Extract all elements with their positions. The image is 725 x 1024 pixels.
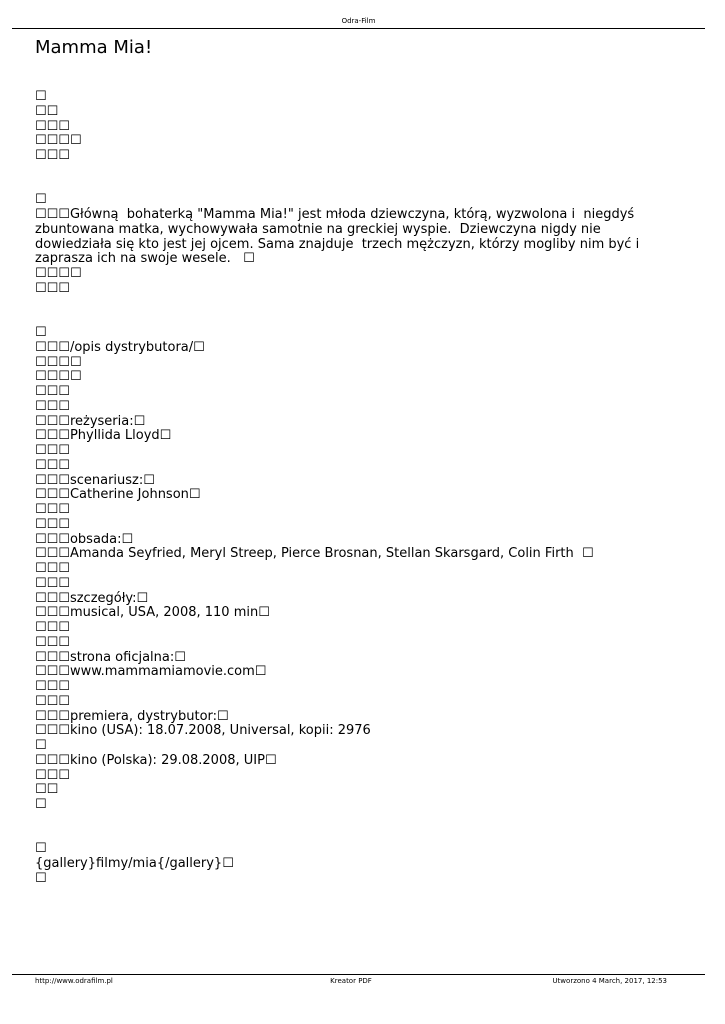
text-line: ☐☐☐kino (Polska): 29.08.2008, UIP☐	[35, 752, 277, 768]
text-line: ☐	[35, 325, 47, 340]
text-line: ☐☐☐	[35, 398, 70, 414]
text-line: ☐☐☐☐	[35, 133, 82, 149]
text-line: ☐☐☐szczegóły:☐	[35, 590, 149, 606]
blank-line	[35, 179, 660, 194]
text-line: ☐☐☐kino (USA): 18.07.2008, Universal, kopii: 2976	[35, 723, 371, 739]
text-line: ☐☐☐	[35, 516, 70, 532]
text-line: ☐☐☐premiera, dystrybutor:☐	[35, 708, 229, 724]
text-line: ☐☐☐	[35, 575, 70, 591]
footer-url: http://www.odrafilm.pl	[35, 977, 113, 985]
footer-generator: Kreator PDF	[330, 977, 372, 985]
blank-line	[35, 311, 660, 326]
blank-line	[35, 813, 660, 828]
text-line: ☐☐☐	[35, 561, 70, 576]
text-line: ☐☐☐☐	[35, 266, 82, 281]
site-name: Odra-Film	[341, 17, 376, 25]
text-line: ☐☐☐www.mammamiamovie.com☐	[35, 664, 267, 680]
text-line: ☐	[35, 797, 47, 812]
text-line: ☐	[35, 738, 47, 753]
text-line: ☐☐	[35, 782, 59, 798]
text-line: ☐☐☐	[35, 443, 70, 458]
text-line: ☐☐☐	[35, 148, 70, 163]
text-line: ☐☐☐☐	[35, 369, 82, 385]
article-body	[35, 90, 660, 887]
text-line: ☐☐☐	[35, 502, 70, 517]
text-line: ☐☐☐	[35, 384, 70, 399]
page-title: Mamma Mia!	[35, 37, 153, 58]
text-line: ☐☐☐reżyseria:☐	[35, 413, 146, 429]
text-line: ☐	[35, 192, 47, 208]
text-line: ☐☐☐scenariusz:☐	[35, 472, 155, 488]
text-line: ☐☐☐Phyllida Lloyd☐	[35, 428, 172, 444]
blank-line	[35, 297, 660, 312]
footer-divider	[12, 974, 705, 975]
text-line: ☐☐☐	[35, 280, 70, 296]
text-line: ☐☐☐	[35, 620, 70, 635]
text-line: ☐☐☐Główną bohaterką "Mamma Mia!" jest młoda dziewczyna, którą, wyzwolona i niegdyś zbuntowana matka, wychowywała samotnie na greckiej wyspie. Dziewczyna nigdy nie dowiedziała się kto jest jej ojcem. Sama znajduje trzech mężczyzn, którzy mogliby nim być i zaprasza ich na swoje wesele. ☐	[35, 207, 644, 267]
text-line: ☐☐	[35, 103, 59, 119]
page-header	[12, 15, 705, 27]
text-line: ☐	[35, 841, 47, 857]
text-line: ☐☐☐	[35, 457, 70, 473]
text-line: ☐	[35, 870, 47, 886]
text-line: ☐☐☐Amanda Seyfried, Meryl Streep, Pierce Brosnan, Stellan Skarsgard, Colin Firth ☐	[35, 546, 594, 562]
text-line: ☐☐☐	[35, 679, 70, 694]
blank-line	[35, 828, 660, 843]
text-line: ☐☐☐strona oficjalna:☐	[35, 649, 186, 665]
text-line: ☐☐☐	[35, 118, 70, 134]
header-divider	[12, 28, 705, 29]
text-line: ☐☐☐☐	[35, 354, 82, 370]
text-line: ☐☐☐	[35, 693, 70, 709]
footer-created: Utworzono 4 March, 2017, 12:53	[552, 977, 667, 985]
text-line: ☐☐☐obsada:☐	[35, 531, 134, 547]
text-line: ☐☐☐musical, USA, 2008, 110 min☐	[35, 605, 270, 621]
text-line: ☐☐☐	[35, 767, 70, 783]
blank-line	[35, 164, 660, 179]
text-line: ☐☐☐	[35, 634, 70, 650]
text-line: ☐☐☐Catherine Johnson☐	[35, 487, 201, 503]
text-line: {gallery}filmy/mia{/gallery}☐	[35, 856, 234, 871]
text-line: ☐☐☐/opis dystrybutora/☐	[35, 339, 205, 355]
text-line: ☐	[35, 89, 47, 104]
